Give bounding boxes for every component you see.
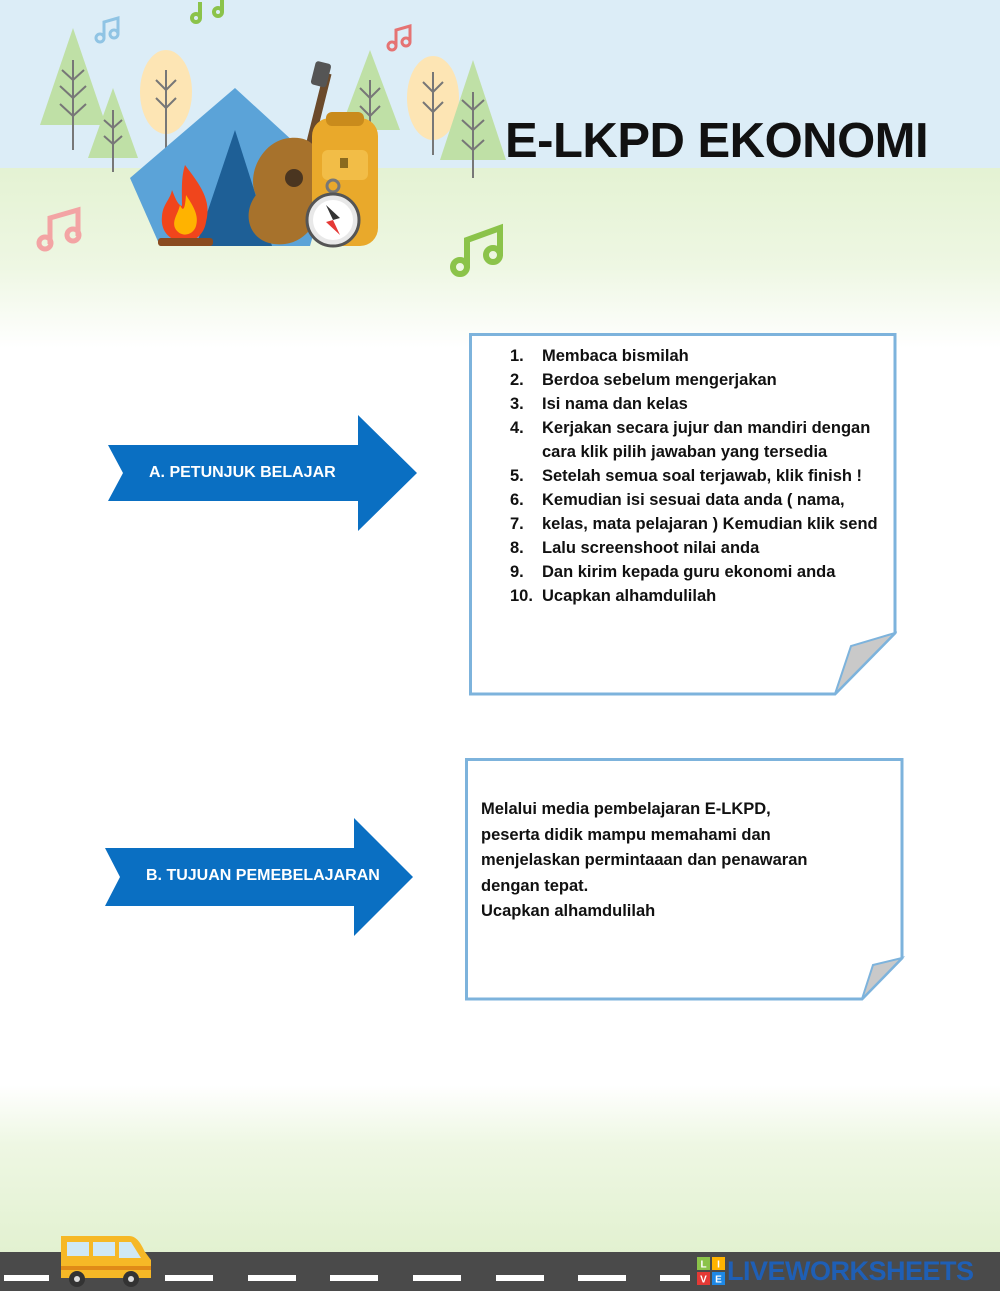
list-item-text: Isi nama dan kelas: [542, 395, 688, 413]
music-note-icon: [39, 210, 79, 249]
list-item-number: 9.: [510, 563, 524, 581]
list-item-text: Kerjakan secara jujur dan mandiri dengan cara klik pilih jawaban yang tersedia: [542, 419, 871, 461]
list-item: [510, 416, 892, 464]
music-note-icon: [388, 26, 410, 50]
list-item: [510, 368, 892, 392]
list-item-text: Kemudian isi sesuai data anda ( nama,: [542, 491, 845, 509]
instructions-list: [510, 344, 892, 608]
van-icon: [55, 1230, 155, 1288]
section-a-arrow: [105, 413, 420, 533]
list-item-number: 4.: [510, 419, 524, 437]
objective-line: peserta didik mampu memahami dan: [481, 825, 771, 844]
list-item: [510, 536, 892, 560]
list-item-text: Berdoa sebelum mengerjakan: [542, 371, 777, 389]
music-note-icon: [96, 18, 118, 42]
logo-mark: [697, 1257, 725, 1285]
list-item: [510, 512, 892, 536]
list-item-text: Dan kirim kepada guru ekonomi anda: [542, 563, 836, 581]
music-note-icon: [453, 228, 500, 274]
section-b-label: B. TUJUAN PEMEBELAJARAN: [146, 867, 380, 884]
list-item-number: 8.: [510, 539, 524, 557]
list-item: [510, 584, 892, 608]
list-item: [510, 344, 892, 368]
objective-line: Ucapkan alhamdulilah: [481, 902, 656, 920]
list-item-text: Membaca bismilah: [542, 347, 689, 365]
list-item-number: 10.: [510, 587, 533, 605]
tree-icon: [40, 28, 106, 150]
logo-letter: L: [700, 1259, 707, 1271]
list-item: [510, 464, 892, 488]
objective-line: menjelaskan permintaaan dan penawaran: [481, 851, 808, 869]
logo-letter: E: [715, 1274, 722, 1285]
page-title: E-LKPD EKONOMI: [505, 114, 929, 168]
list-item-number: 6.: [510, 491, 524, 509]
logo-letter: V: [700, 1274, 707, 1285]
list-item-text: Ucapkan alhamdulilah: [542, 587, 717, 605]
brand-name[interactable]: LIVEWORKSHEETS: [727, 1256, 974, 1286]
list-item-text: kelas, mata pelajaran ) Kemudian klik send: [542, 515, 878, 533]
logo-letter: I: [717, 1259, 720, 1271]
list-item: [510, 560, 892, 584]
list-item-text: Lalu screenshoot nilai anda: [542, 539, 760, 557]
list-item-number: 3.: [510, 395, 524, 413]
music-note-icon: [192, 0, 222, 22]
objectives-text: [481, 797, 861, 925]
list-item-text: Setelah semua soal terjawab, klik finish !: [542, 467, 863, 485]
list-item: [510, 392, 892, 416]
section-a-label: A. PETUNJUK BELAJAR: [149, 464, 336, 481]
list-item-number: 7.: [510, 515, 524, 533]
list-item-number: 2.: [510, 371, 524, 389]
list-item: [510, 488, 892, 512]
objective-line: Melalui media pembelajaran E-LKPD,: [481, 800, 771, 818]
list-item-number: 1.: [510, 347, 524, 365]
objective-line: dengan tepat.: [481, 876, 589, 895]
section-b-arrow: [102, 816, 417, 938]
list-item-number: 5.: [510, 467, 524, 485]
